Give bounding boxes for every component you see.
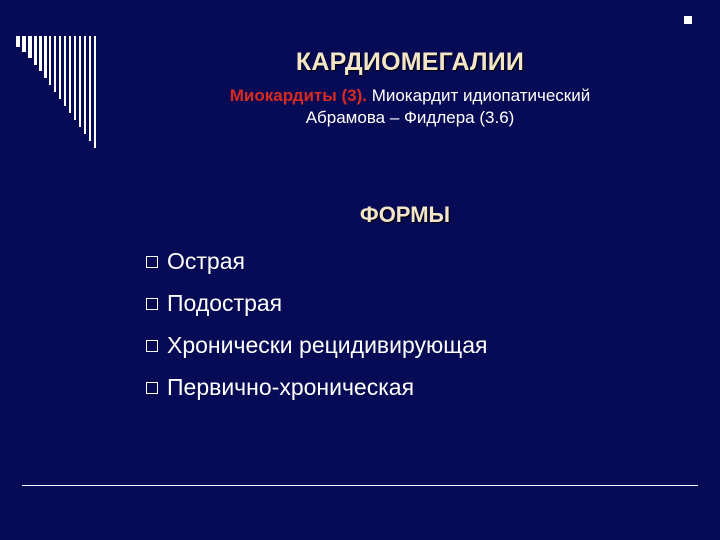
forms-heading: ФОРМЫ [359,202,451,227]
list-item [146,282,487,324]
list-item-label: Хронически рецидивирующая [167,331,488,358]
bottom-divider [22,485,698,486]
square-bullet-icon [146,382,158,394]
list-item-label: Острая [167,247,245,274]
slide-subtitle [160,85,660,129]
list-item [146,324,487,366]
square-bullet-icon [146,256,158,268]
slide-title: КАРДИОМЕГАЛИИ [295,48,525,76]
square-bullet-icon [146,298,158,310]
subtitle-red-part: Миокардиты (3). [229,86,367,105]
list-item-label: Первично-хроническая [167,373,415,400]
decorative-square [684,16,692,24]
subtitle-white-part: Миокардит идиопатический [366,86,591,105]
decorative-vertical-lines [0,0,140,150]
list-item [146,240,487,282]
list-item-label: Подострая [167,289,283,316]
subtitle-line2: Абрамова – Фидлера (3.6) [305,108,515,127]
forms-list [146,240,487,408]
square-bullet-icon [146,340,158,352]
list-item [146,366,487,408]
